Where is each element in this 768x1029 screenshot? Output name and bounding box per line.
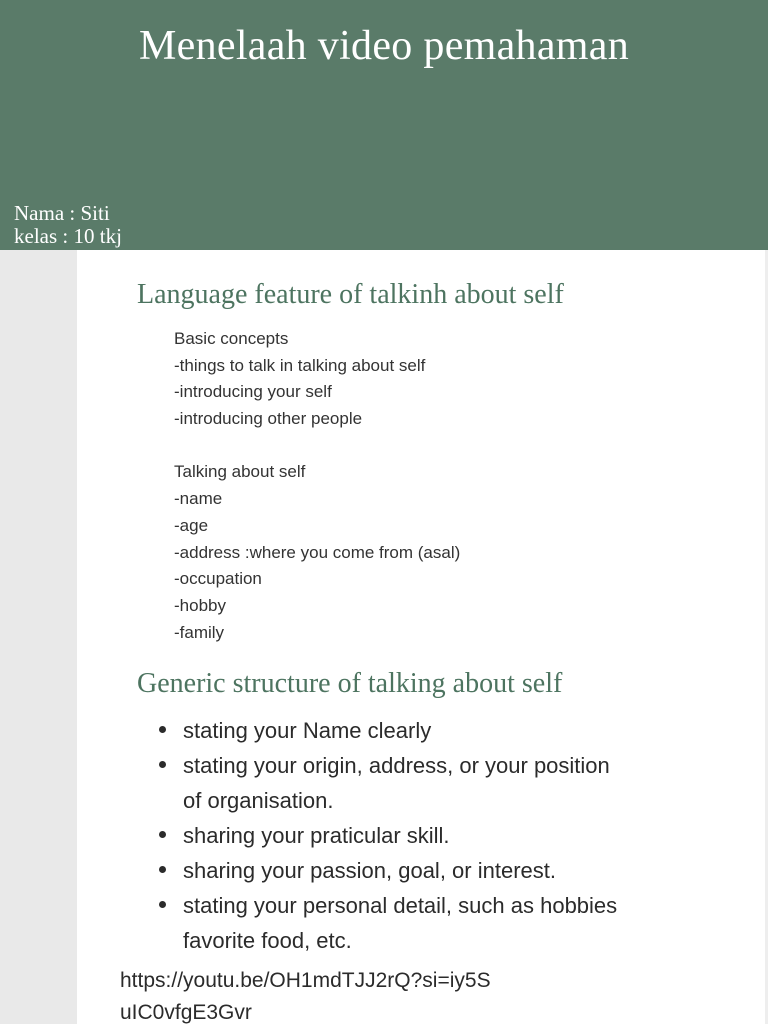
list-item-text: stating your origin, address, or your position of organisation.	[183, 753, 610, 813]
note-line: -family	[174, 622, 225, 642]
note-line: -hobby	[174, 595, 226, 615]
generic-structure-list	[155, 713, 625, 958]
student-class: kelas : 10 tkj	[14, 224, 122, 248]
list-item	[155, 713, 625, 748]
bullet-icon	[159, 866, 166, 873]
list-item	[155, 888, 625, 958]
note-line: -address :where you come from (asal)	[174, 542, 461, 562]
basic-concepts-title: Basic concepts	[174, 329, 289, 348]
list-item-text: sharing your passion, goal, or interest.	[183, 858, 556, 883]
list-item	[155, 748, 625, 818]
note-line: -introducing other people	[174, 409, 363, 429]
list-item	[155, 818, 625, 853]
list-item-text: stating your Name clearly	[183, 718, 432, 743]
header-banner	[0, 0, 768, 250]
section-heading-language-feature: Language feature of talkinh about self	[137, 279, 564, 310]
blank-line	[174, 433, 460, 460]
note-line: -things to talk in talking about self	[174, 355, 426, 375]
section-heading-generic-structure: Generic structure of talking about self	[137, 668, 563, 699]
list-item-text: sharing your praticular skill.	[183, 823, 450, 848]
bullet-icon	[159, 761, 166, 768]
note-line: -introducing your self	[174, 382, 332, 402]
note-line: -age	[174, 515, 209, 535]
bullet-icon	[159, 901, 166, 908]
talking-about-self-title: Talking about self	[174, 462, 306, 482]
note-line: -name	[174, 489, 223, 509]
bullet-icon	[159, 726, 166, 733]
student-name: Nama : Siti	[14, 201, 110, 225]
note-line: -occupation	[174, 569, 262, 589]
left-margin-strip	[0, 250, 77, 1024]
bullet-icon	[159, 831, 166, 838]
list-item-text: stating your personal detail, such as hobbies favorite food, etc.	[183, 893, 618, 953]
student-info	[14, 202, 122, 248]
language-feature-notes	[174, 326, 460, 646]
page-title: Menelaah video pemahaman	[139, 23, 629, 69]
youtube-link[interactable]: https://youtu.be/OH1mdTJJ2rQ?si=iy5SuIC0vfgE3Gvr	[120, 969, 491, 1024]
list-item	[155, 853, 625, 888]
